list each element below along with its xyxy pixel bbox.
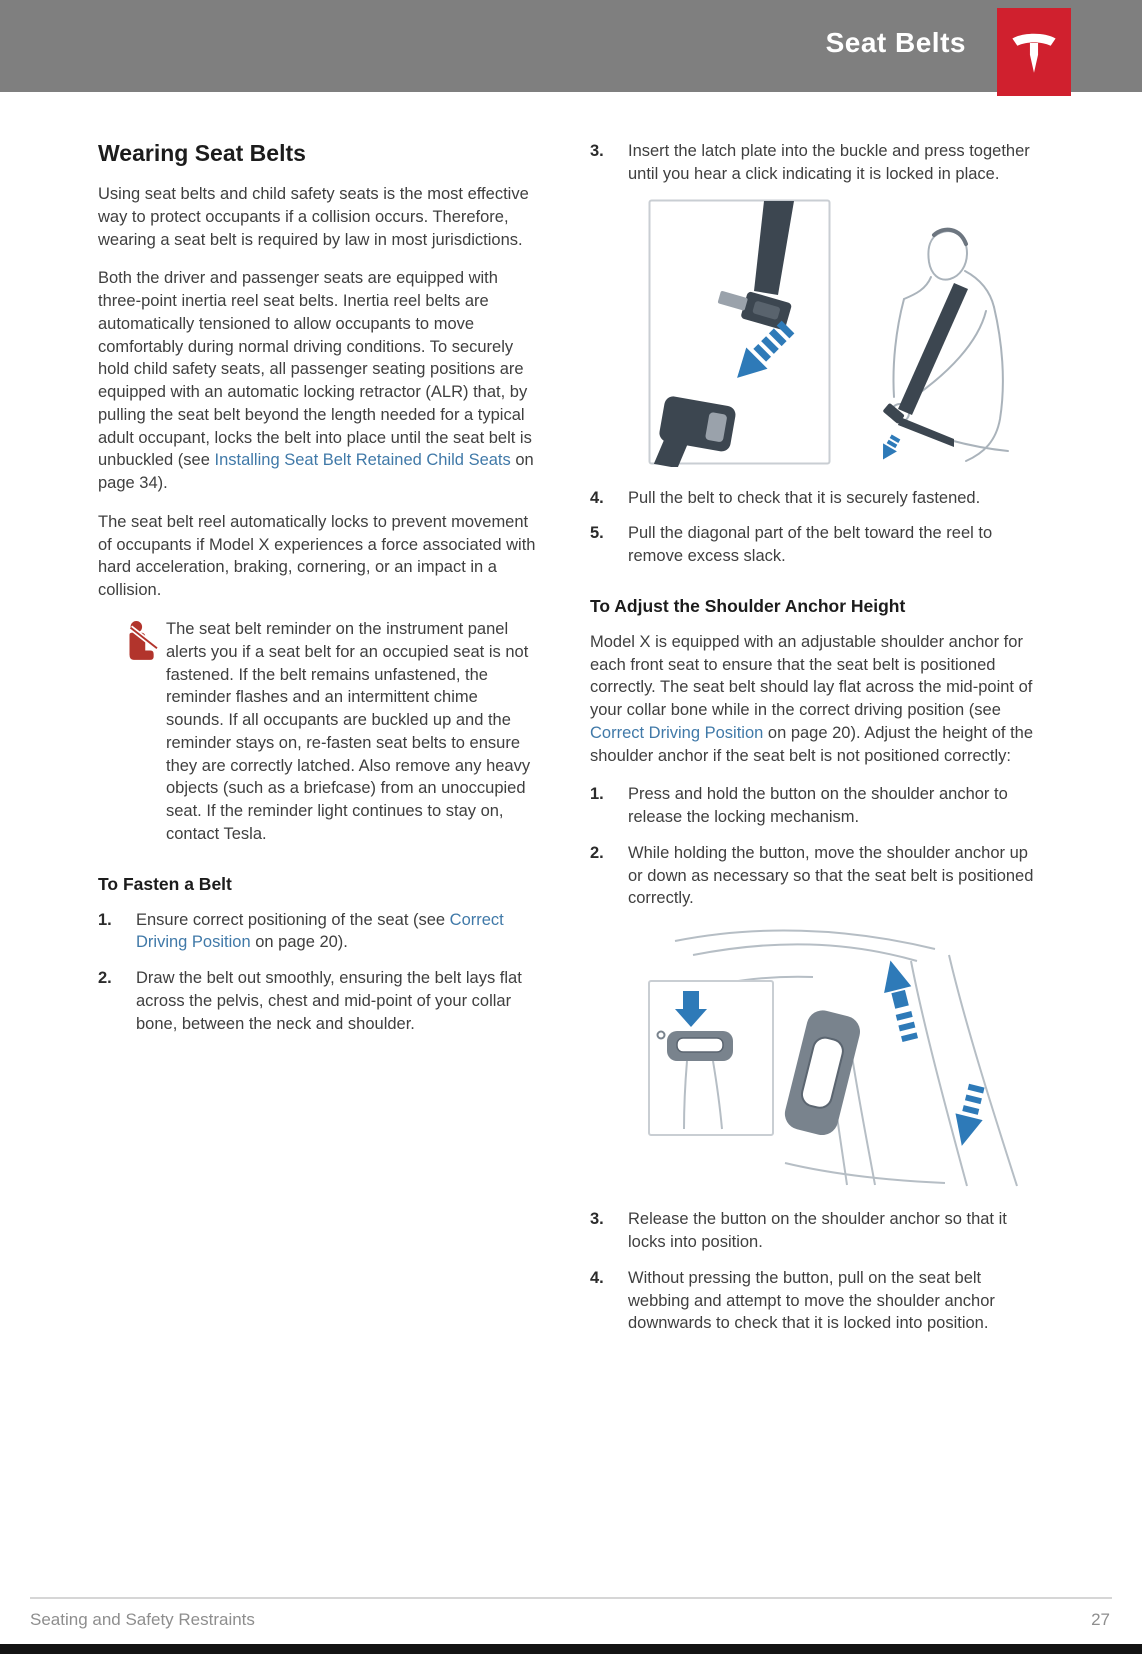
- paragraph-adjust-intro: [590, 631, 1036, 768]
- list-item-text: Without pressing the button, pull on the seat belt webbing and attempt to move the shoulder anchor downwards to check that it is locked into position.: [628, 1268, 995, 1333]
- list-number: 3.: [590, 1210, 604, 1229]
- small-pull-arrow: [876, 433, 903, 464]
- list-item-text: Press and hold the button on the shoulder anchor to release the locking mechanism.: [628, 785, 1008, 827]
- list-item-adjust-1: [590, 783, 1036, 829]
- footer-divider: [30, 1597, 1112, 1599]
- buckle-illustration-figure: [648, 199, 1036, 467]
- seat-belt-reminder-icon: [122, 620, 158, 662]
- list-number: 4.: [590, 488, 604, 507]
- list-item-fasten-2: [98, 967, 540, 1035]
- list-number: 1.: [98, 910, 112, 929]
- list-item-adjust-4: [590, 1267, 1036, 1335]
- buckle-illustration: [648, 199, 1036, 467]
- list-number: 4.: [590, 1268, 604, 1287]
- shoulder-anchor-illustration: [635, 923, 1035, 1188]
- footer-section-label: Seating and Safety Restraints: [30, 1610, 255, 1629]
- list-number: 3.: [590, 142, 604, 160]
- section-heading: Wearing Seat Belts: [98, 140, 306, 166]
- link-correct-driving-position-2[interactable]: Correct Driving Position: [590, 723, 764, 742]
- bottom-edge-bar: [0, 1644, 1142, 1654]
- list-item-text: Release the button on the shoulder anchor so that it locks into position.: [628, 1210, 1007, 1252]
- list-number: 2.: [590, 843, 604, 862]
- paragraph-text: on page 20). Adjust the height of the shoulder anchor if the seat belt is not positioned correctly:: [590, 723, 1034, 765]
- list-number: 2.: [98, 969, 112, 988]
- shoulder-anchor-graphic: [781, 1007, 863, 1138]
- page-title: Seat Belts: [825, 27, 966, 58]
- tesla-logo-box: [997, 8, 1071, 96]
- list-item-text: While holding the button, move the shoulder anchor up or down as necessary so that the seat belt is positioned correctly.: [628, 843, 1034, 908]
- left-column: [98, 140, 540, 1348]
- adjust-heading: To Adjust the Shoulder Anchor Height: [590, 595, 906, 616]
- link-installing-seat-belt-retained-child-seats[interactable]: Installing Seat Belt Retained Child Seats: [214, 451, 511, 470]
- list-item-fasten-5: [590, 522, 1036, 568]
- list-number: 5.: [590, 524, 604, 543]
- shoulder-anchor-figure: [635, 923, 1036, 1188]
- fasten-heading: To Fasten a Belt: [98, 873, 232, 894]
- link-correct-driving-position[interactable]: Correct Driving Position: [136, 910, 504, 952]
- paragraph-intro: Using seat belts and child safety seats is the most effective way to protect occupants if a collision occurs. Therefore, wearing a seat belt is required by law in most jurisdictions.: [98, 185, 529, 249]
- list-number: 1.: [590, 785, 604, 804]
- list-item-fasten-3: [590, 140, 1036, 186]
- list-item-adjust-3: [590, 1208, 1036, 1254]
- paragraph-text: on page 34).: [98, 451, 534, 493]
- list-item-text: Draw the belt out smoothly, ensuring the belt lays flat across the pelvis, chest and mid-point of your collar bone, between the neck and shoulder.: [136, 969, 522, 1033]
- paragraph-text: Both the driver and passenger seats are equipped with three-point inertia reel seat belts. Inertia reel belts are automatically tensioned to allow occupants to move comfortably during normal driving conditions. To securely hold child safety seats, all passenger seating positions are equipped with an automatic locking retractor (ALR) that, by pulling the seat belt beyond the length needed for a typical adult occupant, locks the belt into place until the seat belt is unbuckled (see: [98, 269, 532, 470]
- reminder-note: [122, 618, 540, 846]
- tesla-t-logo: [1007, 23, 1061, 81]
- up-arrow: [877, 957, 924, 1043]
- list-text: on page 20).: [250, 933, 348, 952]
- list-item-fasten-4: [590, 487, 1036, 510]
- header-bar: [0, 0, 1142, 92]
- paragraph-inertia: [98, 267, 540, 495]
- reminder-note-text: The seat belt reminder on the instrument panel alerts you if a seat belt for an occupied seat is not fastened. If the belt remains unfastened, the reminder flashes and an intermittent chime sounds. If all occupants are buckled up and the reminder stays on, re-fasten seat belts to ensure they are correctly latched. Also remove any heavy objects (such as a briefcase) from an unoccupied seat. If the reminder light continues to stay on, contact Tesla.: [166, 620, 531, 843]
- list-item-text: Pull the belt to check that it is securely fastened.: [628, 488, 981, 507]
- paragraph-reel-lock: The seat belt reel automatically locks to prevent movement of occupants if Model X experiences a force associated with hard acceleration, braking, cornering, or an impact in a collision.: [98, 512, 536, 600]
- page-content: [98, 140, 1036, 1348]
- list-item-adjust-2: [590, 842, 1036, 910]
- lap-belt-graphic: [898, 417, 954, 447]
- list-item-fasten-1: [98, 909, 540, 955]
- list-item-text: Pull the diagonal part of the belt toward the reel to remove excess slack.: [628, 524, 993, 566]
- diagonal-belt-graphic: [898, 283, 968, 415]
- paragraph-text: Model X is equipped with an adjustable shoulder anchor for each front seat to ensure that the seat belt is positioned correctly. The seat belt should lay flat across the mid-point of your collar bone while in the correct driving position (see: [590, 632, 1033, 720]
- list-text: Ensure correct positioning of the seat (see: [136, 910, 450, 929]
- list-item-text: [136, 909, 540, 955]
- right-column: [590, 140, 1036, 1348]
- note-icon-wrap: [122, 618, 166, 846]
- footer-page-number: 27: [1091, 1610, 1110, 1629]
- list-item-text: Insert the latch plate into the buckle and press together until you hear a click indicating it is locked in place.: [628, 142, 1030, 183]
